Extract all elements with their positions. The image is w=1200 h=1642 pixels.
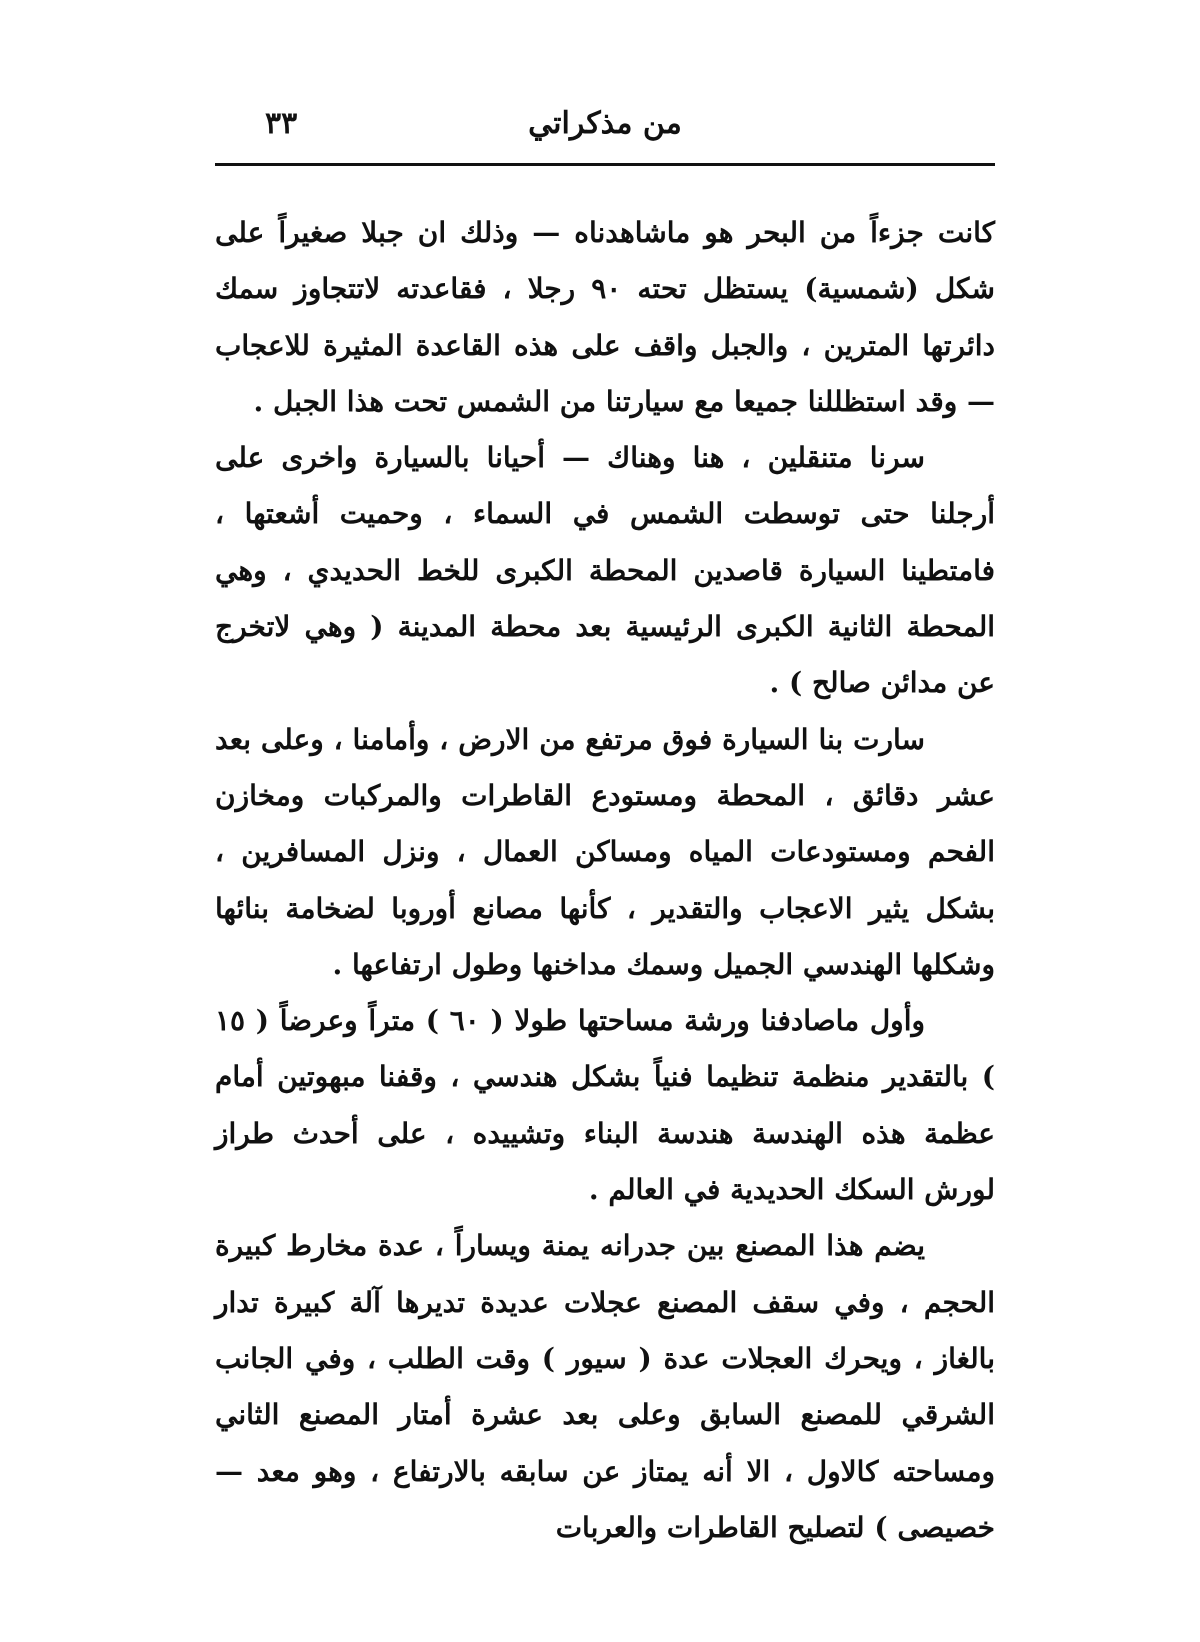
paragraph-4: وأول ماصادفنا ورشة مساحتها طولا ( ٦٠ ) متراً وعرضاً ( ١٥ ) بالتقدير منظمة تنظيما فنياً بشكل هندسي ، وقفنا مبهوتين أمام عظمة هذه الهندسة هندسة البناء وتشييده ، على أحدث طراز لورش السكك الحديدية في العالم . bbox=[215, 1004, 995, 1207]
page-number: ٣٣ bbox=[265, 106, 298, 141]
paragraph-3: سارت بنا السيارة فوق مرتفع من الارض ، وأمامنا ، وعلى بعد عشر دقائق ، المحطة ومستودع القاطرات والمركبات ومخازن الفحم ومستودعات المياه ومساكن العمال ، ونزل المسافرين ، بشكل يثير الاعجاب والتقدير ، كأنها مصانع أوروبا لضخامة بنائها وشكلها الهندسي الجميل وسمك مداخنها وطول ارتفاعها . bbox=[215, 722, 995, 981]
header-rule bbox=[215, 163, 995, 166]
body-text bbox=[215, 205, 995, 1556]
running-title: من مذكراتي bbox=[528, 106, 682, 141]
paragraph-2: سرنا متنقلين ، هنا وهناك — أحيانا بالسيارة واخرى على أرجلنا حتى توسطت الشمس في السماء ، وحميت أشعتها ، فامتطينا السيارة قاصدين المحطة الكبرى للخط الحديدي ، وهي المحطة الثانية الكبرى الرئيسية بعد محطة المدينة ( وهي لاتخرج عن مدائن صالح ) . bbox=[215, 441, 995, 700]
page-header bbox=[215, 100, 995, 160]
paragraph-1: كانت جزءاً من البحر هو ماشاهدناه — وذلك ان جبلا صغيراً على شكل (شمسية) يستظل تحته ٩٠ رجلا ، فقاعدته لاتتجاوز سمك دائرتها المترين ، والجبل واقف على هذه القاعدة المثيرة للاعجاب — وقد استظللنا جميعا مع سيارتنا من الشمس تحت هذا الجبل . bbox=[215, 216, 995, 418]
paragraph-5: يضم هذا المصنع بين جدرانه يمنة ويساراً ، عدة مخارط كبيرة الحجم ، وفي سقف المصنع عجلات عديدة تديرها آلة كبيرة تدار بالغاز ، ويحرك العجلات عدة ( سيور ) وقت الطلب ، وفي الجانب الشرقي للمصنع السابق وعلى بعد عشرة أمتار المصنع الثاني ومساحته كالاول ، الا أنه يمتاز عن سابقه بالارتفاع ، وهو معد — خصيصى ) لتصليح القاطرات والعربات bbox=[215, 1229, 995, 1544]
